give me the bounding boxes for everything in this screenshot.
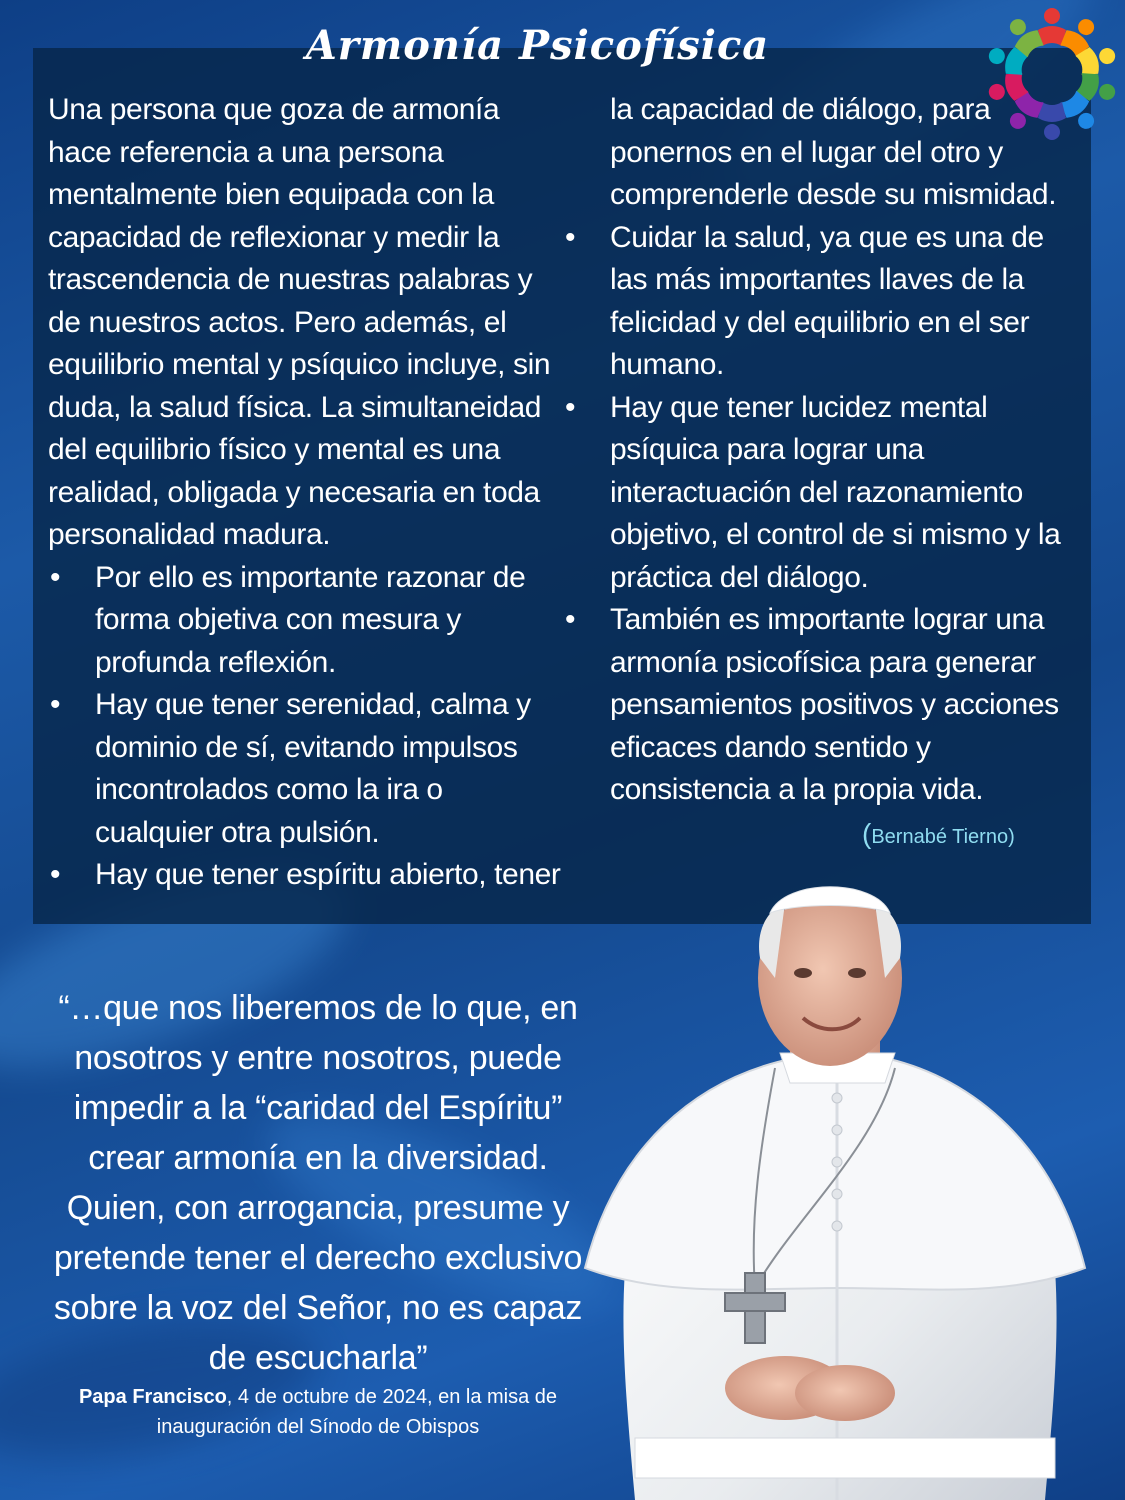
author-citation: (Bernabé Tierno) xyxy=(862,818,1015,849)
column-left xyxy=(48,89,568,897)
bullet-list-left xyxy=(48,557,568,897)
intro-paragraph: Una persona que goza de armonía hace referencia a una persona mentalmente bien equipada con la capacidad de reflexionar y medir la trascendencia de nuestras palabras y de nuestros actos. Pero además, el equilibrio mental y psíquico incluye, sin duda, la salud física. La simultaneidad del equilibrio físico y mental es una realidad, obligada y necesaria en toda personalidad madura. xyxy=(48,93,551,551)
unity-circle-logo-icon xyxy=(982,4,1122,144)
bullet-continuation: la capacidad de diálogo, para ponernos en el lugar del otro y comprenderle desde su mismidad. xyxy=(610,93,1057,211)
list-item: • Hay que tener serenidad, calma y dominio de sí, evitando impulsos incontrolados como la ira o cualquier otra pulsión. xyxy=(50,688,531,849)
list-item: • Cuidar la salud, ya que es una de las más importantes llaves de la felicidad y del equilibrio en el ser humano. xyxy=(565,220,1044,381)
column-right xyxy=(563,89,1068,812)
page-title: Armonía Psicofísica xyxy=(305,22,770,69)
pope-quote: “…que nos liberemos de lo que, en nosotros y entre nosotros, puede impedir a la “caridad del Espíritu” crear armonía en la diversidad. Quien, con arrogancia, presume y pretende tener el derecho exclusivo sobre la voz del Señor, no es capaz de escucharla” xyxy=(53,989,583,1377)
bullet-list-right xyxy=(563,217,1068,812)
list-item: • También es importante lograr una armonía psicofísica para generar pensamientos positivos y acciones eficaces dando sentido y consistencia a la propia vida. xyxy=(565,603,1059,806)
list-item: • Hay que tener lucidez mental psíquica para lograr una interactuación del razonamiento objetivo, el control de si mismo y la práctica del diálogo. xyxy=(565,390,1061,594)
pope-francis-photo xyxy=(575,868,1095,1500)
list-item: • Por ello es importante razonar de forma objetiva con mesura y profunda reflexión. xyxy=(50,560,526,679)
list-item: • Hay que tener espíritu abierto, tener xyxy=(50,858,561,891)
quote-attribution: Papa Francisco, 4 de octubre de 2024, en la misa de inauguración del Sínodo de Obispos xyxy=(78,1386,558,1438)
